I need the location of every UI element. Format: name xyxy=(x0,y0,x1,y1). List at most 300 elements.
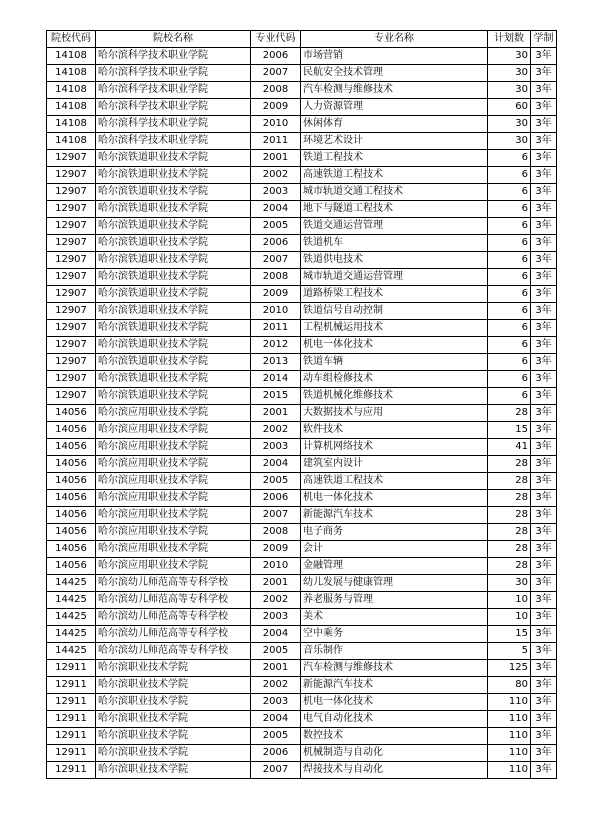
duration-cell: 3年 xyxy=(531,626,557,643)
major-name-cell: 城市轨道交通运营管理 xyxy=(301,269,488,286)
school-code-cell: 12907 xyxy=(47,184,96,201)
duration-cell: 3年 xyxy=(531,507,557,524)
duration-cell: 3年 xyxy=(531,524,557,541)
major-name-cell: 计算机网络技术 xyxy=(301,439,488,456)
duration-cell: 3年 xyxy=(531,48,557,65)
major-code-cell: 2004 xyxy=(251,456,301,473)
plan-count-cell: 6 xyxy=(488,320,531,337)
plan-count-cell: 6 xyxy=(488,150,531,167)
school-code-cell: 14425 xyxy=(47,609,96,626)
plan-count-cell: 6 xyxy=(488,218,531,235)
major-code-cell: 2012 xyxy=(251,337,301,354)
school-code-cell: 14056 xyxy=(47,507,96,524)
major-name-cell: 养老服务与管理 xyxy=(301,592,488,609)
school-name-cell: 哈尔滨职业技术学院 xyxy=(96,728,251,745)
school-code-cell: 12907 xyxy=(47,167,96,184)
duration-cell: 3年 xyxy=(531,133,557,150)
school-code-cell: 12911 xyxy=(47,660,96,677)
table-row xyxy=(47,184,557,201)
major-name-cell: 空中乘务 xyxy=(301,626,488,643)
major-code-cell: 2011 xyxy=(251,133,301,150)
major-code-cell: 2005 xyxy=(251,218,301,235)
duration-cell: 3年 xyxy=(531,269,557,286)
table-row xyxy=(47,303,557,320)
table-row xyxy=(47,388,557,405)
school-code-cell: 12911 xyxy=(47,677,96,694)
school-name-cell: 哈尔滨铁道职业技术学院 xyxy=(96,184,251,201)
table-row xyxy=(47,626,557,643)
school-code-cell: 14056 xyxy=(47,558,96,575)
plan-count-cell: 30 xyxy=(488,116,531,133)
school-name-cell: 哈尔滨幼儿师范高等专科学校 xyxy=(96,592,251,609)
duration-cell: 3年 xyxy=(531,558,557,575)
plan-count-cell: 28 xyxy=(488,405,531,422)
duration-cell: 3年 xyxy=(531,694,557,711)
plan-count-cell: 6 xyxy=(488,235,531,252)
major-name-cell: 高速铁道工程技术 xyxy=(301,473,488,490)
table-row xyxy=(47,218,557,235)
header-duration: 学制 xyxy=(531,31,557,48)
duration-cell: 3年 xyxy=(531,235,557,252)
school-code-cell: 12911 xyxy=(47,694,96,711)
table-row xyxy=(47,320,557,337)
school-code-cell: 14108 xyxy=(47,133,96,150)
duration-cell: 3年 xyxy=(531,762,557,779)
major-name-cell: 软件技术 xyxy=(301,422,488,439)
plan-count-cell: 30 xyxy=(488,575,531,592)
school-name-cell: 哈尔滨科学技术职业学院 xyxy=(96,82,251,99)
major-code-cell: 2010 xyxy=(251,116,301,133)
table-row xyxy=(47,660,557,677)
school-name-cell: 哈尔滨应用职业技术学院 xyxy=(96,524,251,541)
school-name-cell: 哈尔滨铁道职业技术学院 xyxy=(96,371,251,388)
table-row xyxy=(47,541,557,558)
major-name-cell: 高速铁道工程技术 xyxy=(301,167,488,184)
plan-count-cell: 5 xyxy=(488,643,531,660)
major-code-cell: 2010 xyxy=(251,303,301,320)
major-name-cell: 数控技术 xyxy=(301,728,488,745)
table-row xyxy=(47,133,557,150)
school-code-cell: 14056 xyxy=(47,524,96,541)
school-name-cell: 哈尔滨应用职业技术学院 xyxy=(96,439,251,456)
plan-count-cell: 80 xyxy=(488,677,531,694)
duration-cell: 3年 xyxy=(531,320,557,337)
table-row xyxy=(47,643,557,660)
major-code-cell: 2004 xyxy=(251,711,301,728)
school-code-cell: 12907 xyxy=(47,201,96,218)
plan-count-cell: 15 xyxy=(488,422,531,439)
school-code-cell: 12911 xyxy=(47,711,96,728)
duration-cell: 3年 xyxy=(531,354,557,371)
school-name-cell: 哈尔滨幼儿师范高等专科学校 xyxy=(96,643,251,660)
major-name-cell: 汽车检测与维修技术 xyxy=(301,660,488,677)
plan-count-cell: 28 xyxy=(488,541,531,558)
major-code-cell: 2002 xyxy=(251,167,301,184)
table-row xyxy=(47,728,557,745)
duration-cell: 3年 xyxy=(531,456,557,473)
major-code-cell: 2002 xyxy=(251,422,301,439)
table-row xyxy=(47,422,557,439)
school-name-cell: 哈尔滨铁道职业技术学院 xyxy=(96,320,251,337)
major-code-cell: 2006 xyxy=(251,48,301,65)
plan-count-cell: 125 xyxy=(488,660,531,677)
major-code-cell: 2003 xyxy=(251,609,301,626)
school-name-cell: 哈尔滨应用职业技术学院 xyxy=(96,558,251,575)
plan-count-cell: 10 xyxy=(488,609,531,626)
plan-count-cell: 110 xyxy=(488,711,531,728)
table-row xyxy=(47,116,557,133)
major-code-cell: 2001 xyxy=(251,150,301,167)
school-code-cell: 14108 xyxy=(47,99,96,116)
major-code-cell: 2011 xyxy=(251,320,301,337)
table-row xyxy=(47,252,557,269)
plan-count-cell: 6 xyxy=(488,252,531,269)
school-code-cell: 14056 xyxy=(47,473,96,490)
duration-cell: 3年 xyxy=(531,337,557,354)
major-code-cell: 2004 xyxy=(251,201,301,218)
school-code-cell: 12907 xyxy=(47,269,96,286)
major-code-cell: 2002 xyxy=(251,592,301,609)
major-name-cell: 铁道工程技术 xyxy=(301,150,488,167)
school-name-cell: 哈尔滨铁道职业技术学院 xyxy=(96,286,251,303)
school-code-cell: 12907 xyxy=(47,235,96,252)
table-row xyxy=(47,558,557,575)
major-code-cell: 2005 xyxy=(251,473,301,490)
major-code-cell: 2006 xyxy=(251,745,301,762)
plan-count-cell: 15 xyxy=(488,626,531,643)
plan-count-cell: 28 xyxy=(488,507,531,524)
major-name-cell: 汽车检测与维修技术 xyxy=(301,82,488,99)
plan-count-cell: 60 xyxy=(488,99,531,116)
plan-count-cell: 30 xyxy=(488,65,531,82)
plan-count-cell: 6 xyxy=(488,354,531,371)
table-row xyxy=(47,745,557,762)
school-code-cell: 12907 xyxy=(47,354,96,371)
table-row xyxy=(47,609,557,626)
duration-cell: 3年 xyxy=(531,116,557,133)
table-row xyxy=(47,592,557,609)
school-code-cell: 12907 xyxy=(47,286,96,303)
table-row xyxy=(47,371,557,388)
school-code-cell: 12907 xyxy=(47,371,96,388)
major-code-cell: 2013 xyxy=(251,354,301,371)
table-row xyxy=(47,711,557,728)
duration-cell: 3年 xyxy=(531,745,557,762)
school-name-cell: 哈尔滨职业技术学院 xyxy=(96,660,251,677)
plan-count-cell: 30 xyxy=(488,133,531,150)
major-name-cell: 新能源汽车技术 xyxy=(301,507,488,524)
table-row xyxy=(47,473,557,490)
table-row xyxy=(47,150,557,167)
header-school-name: 院校名称 xyxy=(96,31,251,48)
school-code-cell: 12907 xyxy=(47,388,96,405)
plan-count-cell: 28 xyxy=(488,473,531,490)
school-code-cell: 12907 xyxy=(47,252,96,269)
major-name-cell: 道路桥梁工程技术 xyxy=(301,286,488,303)
plan-count-cell: 28 xyxy=(488,558,531,575)
major-code-cell: 2014 xyxy=(251,371,301,388)
school-code-cell: 14056 xyxy=(47,490,96,507)
table-row xyxy=(47,235,557,252)
table-row xyxy=(47,677,557,694)
major-name-cell: 休闲体育 xyxy=(301,116,488,133)
major-name-cell: 机电一体化技术 xyxy=(301,490,488,507)
plan-count-cell: 6 xyxy=(488,201,531,218)
duration-cell: 3年 xyxy=(531,65,557,82)
plan-count-cell: 6 xyxy=(488,269,531,286)
school-code-cell: 14056 xyxy=(47,456,96,473)
major-code-cell: 2001 xyxy=(251,660,301,677)
table-row xyxy=(47,575,557,592)
major-name-cell: 美术 xyxy=(301,609,488,626)
school-name-cell: 哈尔滨科学技术职业学院 xyxy=(96,133,251,150)
plan-count-cell: 6 xyxy=(488,167,531,184)
duration-cell: 3年 xyxy=(531,575,557,592)
table-row xyxy=(47,762,557,779)
school-code-cell: 12907 xyxy=(47,218,96,235)
major-code-cell: 2007 xyxy=(251,252,301,269)
plan-count-cell: 6 xyxy=(488,371,531,388)
major-code-cell: 2008 xyxy=(251,524,301,541)
duration-cell: 3年 xyxy=(531,150,557,167)
major-name-cell: 民航安全技术管理 xyxy=(301,65,488,82)
major-name-cell: 金融管理 xyxy=(301,558,488,575)
school-name-cell: 哈尔滨铁道职业技术学院 xyxy=(96,235,251,252)
header-major-name: 专业名称 xyxy=(301,31,488,48)
major-name-cell: 铁道交通运营管理 xyxy=(301,218,488,235)
major-code-cell: 2003 xyxy=(251,439,301,456)
table-row xyxy=(47,82,557,99)
school-code-cell: 12911 xyxy=(47,728,96,745)
school-code-cell: 14425 xyxy=(47,592,96,609)
school-name-cell: 哈尔滨应用职业技术学院 xyxy=(96,541,251,558)
school-name-cell: 哈尔滨铁道职业技术学院 xyxy=(96,354,251,371)
major-name-cell: 工程机械运用技术 xyxy=(301,320,488,337)
major-code-cell: 2006 xyxy=(251,235,301,252)
duration-cell: 3年 xyxy=(531,711,557,728)
duration-cell: 3年 xyxy=(531,490,557,507)
major-name-cell: 城市轨道交通工程技术 xyxy=(301,184,488,201)
school-name-cell: 哈尔滨职业技术学院 xyxy=(96,762,251,779)
duration-cell: 3年 xyxy=(531,218,557,235)
major-name-cell: 市场营销 xyxy=(301,48,488,65)
major-name-cell: 音乐制作 xyxy=(301,643,488,660)
major-name-cell: 电子商务 xyxy=(301,524,488,541)
duration-cell: 3年 xyxy=(531,99,557,116)
school-name-cell: 哈尔滨应用职业技术学院 xyxy=(96,405,251,422)
header-row xyxy=(47,31,557,48)
duration-cell: 3年 xyxy=(531,303,557,320)
table-row xyxy=(47,167,557,184)
duration-cell: 3年 xyxy=(531,82,557,99)
duration-cell: 3年 xyxy=(531,167,557,184)
major-name-cell: 新能源汽车技术 xyxy=(301,677,488,694)
table-row xyxy=(47,439,557,456)
major-name-cell: 焊接技术与自动化 xyxy=(301,762,488,779)
plan-count-cell: 6 xyxy=(488,184,531,201)
duration-cell: 3年 xyxy=(531,592,557,609)
school-name-cell: 哈尔滨职业技术学院 xyxy=(96,677,251,694)
major-code-cell: 2005 xyxy=(251,643,301,660)
header-major-code: 专业代码 xyxy=(251,31,301,48)
school-code-cell: 14108 xyxy=(47,82,96,99)
major-name-cell: 机电一体化技术 xyxy=(301,694,488,711)
school-name-cell: 哈尔滨科学技术职业学院 xyxy=(96,99,251,116)
major-code-cell: 2007 xyxy=(251,507,301,524)
table-row xyxy=(47,337,557,354)
duration-cell: 3年 xyxy=(531,677,557,694)
duration-cell: 3年 xyxy=(531,252,557,269)
plan-count-cell: 10 xyxy=(488,592,531,609)
school-name-cell: 哈尔滨铁道职业技术学院 xyxy=(96,218,251,235)
plan-count-cell: 6 xyxy=(488,286,531,303)
major-name-cell: 环境艺术设计 xyxy=(301,133,488,150)
school-code-cell: 14108 xyxy=(47,65,96,82)
duration-cell: 3年 xyxy=(531,201,557,218)
school-name-cell: 哈尔滨职业技术学院 xyxy=(96,711,251,728)
plan-count-cell: 28 xyxy=(488,456,531,473)
school-code-cell: 14108 xyxy=(47,48,96,65)
school-name-cell: 哈尔滨应用职业技术学院 xyxy=(96,456,251,473)
major-code-cell: 2008 xyxy=(251,269,301,286)
duration-cell: 3年 xyxy=(531,609,557,626)
table-row xyxy=(47,286,557,303)
school-name-cell: 哈尔滨铁道职业技术学院 xyxy=(96,150,251,167)
plan-count-cell: 6 xyxy=(488,303,531,320)
school-code-cell: 12907 xyxy=(47,337,96,354)
major-code-cell: 2001 xyxy=(251,405,301,422)
admission-plan-table xyxy=(46,30,557,779)
major-code-cell: 2009 xyxy=(251,541,301,558)
plan-count-cell: 28 xyxy=(488,490,531,507)
major-name-cell: 地下与隧道工程技术 xyxy=(301,201,488,218)
header-plan-count: 计划数 xyxy=(488,31,531,48)
duration-cell: 3年 xyxy=(531,286,557,303)
school-name-cell: 哈尔滨科学技术职业学院 xyxy=(96,116,251,133)
plan-count-cell: 110 xyxy=(488,762,531,779)
major-code-cell: 2007 xyxy=(251,762,301,779)
duration-cell: 3年 xyxy=(531,422,557,439)
school-code-cell: 14425 xyxy=(47,643,96,660)
school-code-cell: 12907 xyxy=(47,150,96,167)
duration-cell: 3年 xyxy=(531,728,557,745)
school-name-cell: 哈尔滨幼儿师范高等专科学校 xyxy=(96,626,251,643)
duration-cell: 3年 xyxy=(531,541,557,558)
major-code-cell: 2005 xyxy=(251,728,301,745)
table-row xyxy=(47,201,557,218)
duration-cell: 3年 xyxy=(531,473,557,490)
school-code-cell: 14056 xyxy=(47,541,96,558)
school-name-cell: 哈尔滨科学技术职业学院 xyxy=(96,48,251,65)
table-row xyxy=(47,507,557,524)
plan-count-cell: 6 xyxy=(488,337,531,354)
school-code-cell: 12907 xyxy=(47,303,96,320)
major-name-cell: 电气自动化技术 xyxy=(301,711,488,728)
major-code-cell: 2003 xyxy=(251,694,301,711)
school-name-cell: 哈尔滨幼儿师范高等专科学校 xyxy=(96,609,251,626)
duration-cell: 3年 xyxy=(531,405,557,422)
major-name-cell: 铁道机车 xyxy=(301,235,488,252)
table-body xyxy=(47,48,557,779)
major-name-cell: 大数据技术与应用 xyxy=(301,405,488,422)
major-code-cell: 2004 xyxy=(251,626,301,643)
major-code-cell: 2002 xyxy=(251,677,301,694)
major-name-cell: 会计 xyxy=(301,541,488,558)
school-name-cell: 哈尔滨幼儿师范高等专科学校 xyxy=(96,575,251,592)
school-name-cell: 哈尔滨铁道职业技术学院 xyxy=(96,269,251,286)
school-code-cell: 14056 xyxy=(47,422,96,439)
duration-cell: 3年 xyxy=(531,439,557,456)
major-name-cell: 机电一体化技术 xyxy=(301,337,488,354)
school-name-cell: 哈尔滨应用职业技术学院 xyxy=(96,507,251,524)
plan-count-cell: 110 xyxy=(488,694,531,711)
table-row xyxy=(47,65,557,82)
major-code-cell: 2009 xyxy=(251,286,301,303)
school-code-cell: 14056 xyxy=(47,405,96,422)
major-code-cell: 2003 xyxy=(251,184,301,201)
school-name-cell: 哈尔滨铁道职业技术学院 xyxy=(96,303,251,320)
major-code-cell: 2008 xyxy=(251,82,301,99)
major-code-cell: 2001 xyxy=(251,575,301,592)
school-name-cell: 哈尔滨铁道职业技术学院 xyxy=(96,167,251,184)
plan-count-cell: 110 xyxy=(488,728,531,745)
school-name-cell: 哈尔滨科学技术职业学院 xyxy=(96,65,251,82)
plan-count-cell: 6 xyxy=(488,388,531,405)
table-row xyxy=(47,456,557,473)
school-name-cell: 哈尔滨铁道职业技术学院 xyxy=(96,201,251,218)
table-row xyxy=(47,405,557,422)
admission-plan-sheet xyxy=(46,30,557,779)
school-code-cell: 14056 xyxy=(47,439,96,456)
school-name-cell: 哈尔滨职业技术学院 xyxy=(96,745,251,762)
plan-count-cell: 41 xyxy=(488,439,531,456)
school-name-cell: 哈尔滨应用职业技术学院 xyxy=(96,473,251,490)
major-code-cell: 2009 xyxy=(251,99,301,116)
school-name-cell: 哈尔滨铁道职业技术学院 xyxy=(96,252,251,269)
major-name-cell: 铁道供电技术 xyxy=(301,252,488,269)
plan-count-cell: 110 xyxy=(488,745,531,762)
major-code-cell: 2010 xyxy=(251,558,301,575)
school-name-cell: 哈尔滨铁道职业技术学院 xyxy=(96,388,251,405)
school-name-cell: 哈尔滨应用职业技术学院 xyxy=(96,490,251,507)
major-name-cell: 建筑室内设计 xyxy=(301,456,488,473)
school-code-cell: 12907 xyxy=(47,320,96,337)
major-code-cell: 2006 xyxy=(251,490,301,507)
header-school-code: 院校代码 xyxy=(47,31,96,48)
table-row xyxy=(47,48,557,65)
school-code-cell: 14108 xyxy=(47,116,96,133)
school-code-cell: 12911 xyxy=(47,762,96,779)
table-row xyxy=(47,694,557,711)
duration-cell: 3年 xyxy=(531,643,557,660)
school-code-cell: 14425 xyxy=(47,575,96,592)
major-code-cell: 2007 xyxy=(251,65,301,82)
major-name-cell: 人力资源管理 xyxy=(301,99,488,116)
plan-count-cell: 30 xyxy=(488,48,531,65)
duration-cell: 3年 xyxy=(531,660,557,677)
table-row xyxy=(47,490,557,507)
major-name-cell: 铁道信号自动控制 xyxy=(301,303,488,320)
major-code-cell: 2015 xyxy=(251,388,301,405)
major-name-cell: 幼儿发展与健康管理 xyxy=(301,575,488,592)
school-code-cell: 12911 xyxy=(47,745,96,762)
major-name-cell: 机械制造与自动化 xyxy=(301,745,488,762)
major-name-cell: 铁道机械化维修技术 xyxy=(301,388,488,405)
school-name-cell: 哈尔滨应用职业技术学院 xyxy=(96,422,251,439)
duration-cell: 3年 xyxy=(531,371,557,388)
table-row xyxy=(47,524,557,541)
duration-cell: 3年 xyxy=(531,388,557,405)
